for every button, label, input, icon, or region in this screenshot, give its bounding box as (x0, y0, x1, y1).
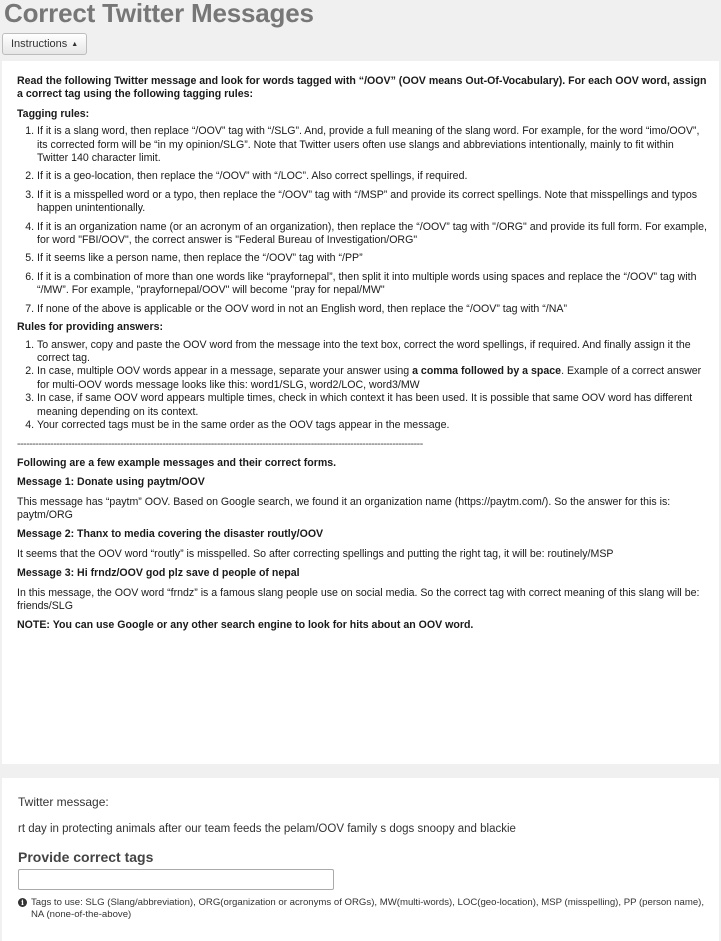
answer-rule-order: 4. Your corrected tags must be in the same order as the OOV tags appear in the message. (37, 419, 707, 432)
answer-rule-multiple-emphasis: a comma followed by a space (412, 365, 562, 378)
tagging-rule-na: 7. If none of the above is applicable or the OOV word in not an English word, then replace the “/OOV” tag with “/NA” (37, 303, 707, 316)
page-title: Correct Twitter Messages (4, 0, 314, 28)
example-2-explanation: It seems that the OOV word “routly” is misspelled. So after correcting spellings and putting the right tag, it will be: routinely/MSP (17, 547, 614, 560)
provide-tags-heading: Provide correct tags (18, 849, 154, 865)
examples-heading: Following are a few example messages and their correct forms. (17, 456, 337, 469)
example-2-title: Message 2: Thanx to media covering the disaster routly/OOV (17, 528, 324, 541)
example-1-explanation: This message has “paytm” OOV. Based on Google search, we found it an organization name (https://paytm.com/). So the answer for this is: paytm/ORG (17, 495, 671, 521)
search-note: NOTE: You can use Google or any other search engine to look for hits about an OOV word. (17, 619, 474, 632)
tagging-rule-location: 2. If it is a geo-location, then replace the “/OOV” with “/LOC”. Also correct spellings, if required. (37, 170, 707, 183)
task-panel (2, 778, 719, 941)
instructions-panel (2, 61, 719, 764)
example-3-explanation: In this message, the OOV word “frndz” is a famous slang people use on social media. So the correct tag with correct meaning of this slang will be: friends/SLG (17, 586, 700, 612)
instructions-toggle-button[interactable] (2, 33, 87, 55)
twitter-message-text: rt day in protecting animals after our team feeds the pelam/OOV family s dogs snoopy and blackie (18, 823, 516, 835)
section-divider: -------------------------------------------------------------------------------------------------------------------------------------- (17, 438, 423, 451)
tagging-rule-person: 5. If it seems like a person name, then replace the “/OOV” tag with “/PP” (37, 252, 707, 265)
answer-rule-context: 3. In case, if same OOV word appears multiple times, check in which context it has been used. It is possible that same OOV word has different meaning depending on its context. (37, 392, 707, 419)
caret-up-icon: ▲ (71, 40, 79, 48)
tags-input[interactable] (18, 869, 334, 890)
answer-rule-copy: 1. To answer, copy and paste the OOV word from the message into the text box, correct the word spellings, if required. And finally assign it the correct tag. (37, 339, 707, 366)
answer-rules-heading: Rules for providing answers: (17, 321, 163, 334)
example-1-title: Message 1: Donate using paytm/OOV (17, 476, 205, 489)
tagging-rule-multiword: 6. If it is a combination of more than one words like “prayfornepal”, then split it into multiple words using spaces and replace the “/OOV” tag with “/MW”. For example, "prayfornepal/OOV" will become "pray for nepal/MW" (37, 271, 707, 298)
tags-hint (18, 897, 707, 921)
tagging-rule-misspelling: 3. If it is a misspelled word or a typo, then replace the “/OOV” tag with “/MSP” and provide its correct spellings. Note that misspellings and typos happen unintentionally. (37, 189, 707, 216)
tagging-rule-slang: 1. If it is a slang word, then replace “/OOV” tag with “/SLG”. And, provide a full meaning of the slang word. For example, for the word “imo/OOV”, its corrected form will be “in my opinion/SLG”. Note that Twitter users often use slangs and abbreviations intentionally, mainly to fit within Twitter 140 character limit. (37, 125, 707, 165)
info-icon: i (18, 898, 27, 907)
twitter-message-label: Twitter message: (18, 795, 109, 809)
instructions-intro: Read the following Twitter message and look for words tagged with “/OOV” (OOV means Out-Of-Vocabulary). For each OOV word, assign a correct tag using the following tagging rules: (17, 75, 707, 101)
answer-rule-multiple-before: In case, multiple OOV words appear in a message, separate your answer using (37, 365, 413, 378)
answer-rule-multiple-after: . Example of a correct answer for multi-OOV words message looks like this: word1/SLG, word2/LOC, word3/MW (37, 365, 702, 391)
tagging-rules-list (17, 125, 707, 316)
tagging-rules-heading: Tagging rules: (17, 107, 90, 120)
example-3-title: Message 3: Hi frndz/OOV god plz save d people of nepal (17, 567, 300, 580)
tags-hint-text: Tags to use: SLG (Slang/abbreviation), ORG(organization or acronyms of ORGs), MW(multi-words), LOC(geo-location), MSP (misspelling), PP (person name), NA (none-of-the-above) (31, 897, 705, 920)
answer-rule-multiple (37, 365, 707, 392)
answer-rules-list (17, 339, 707, 433)
instructions-button-label: Instructions (11, 38, 68, 50)
tagging-rule-organization: 4. If it is an organization name (or an acronym of an organization), then replace the “/OOV” tag with "/ORG" and provide its full form. For example, for word "FBI/OOV", the correct answer is "Federal Bureau of Investigation/ORG" (37, 221, 707, 248)
